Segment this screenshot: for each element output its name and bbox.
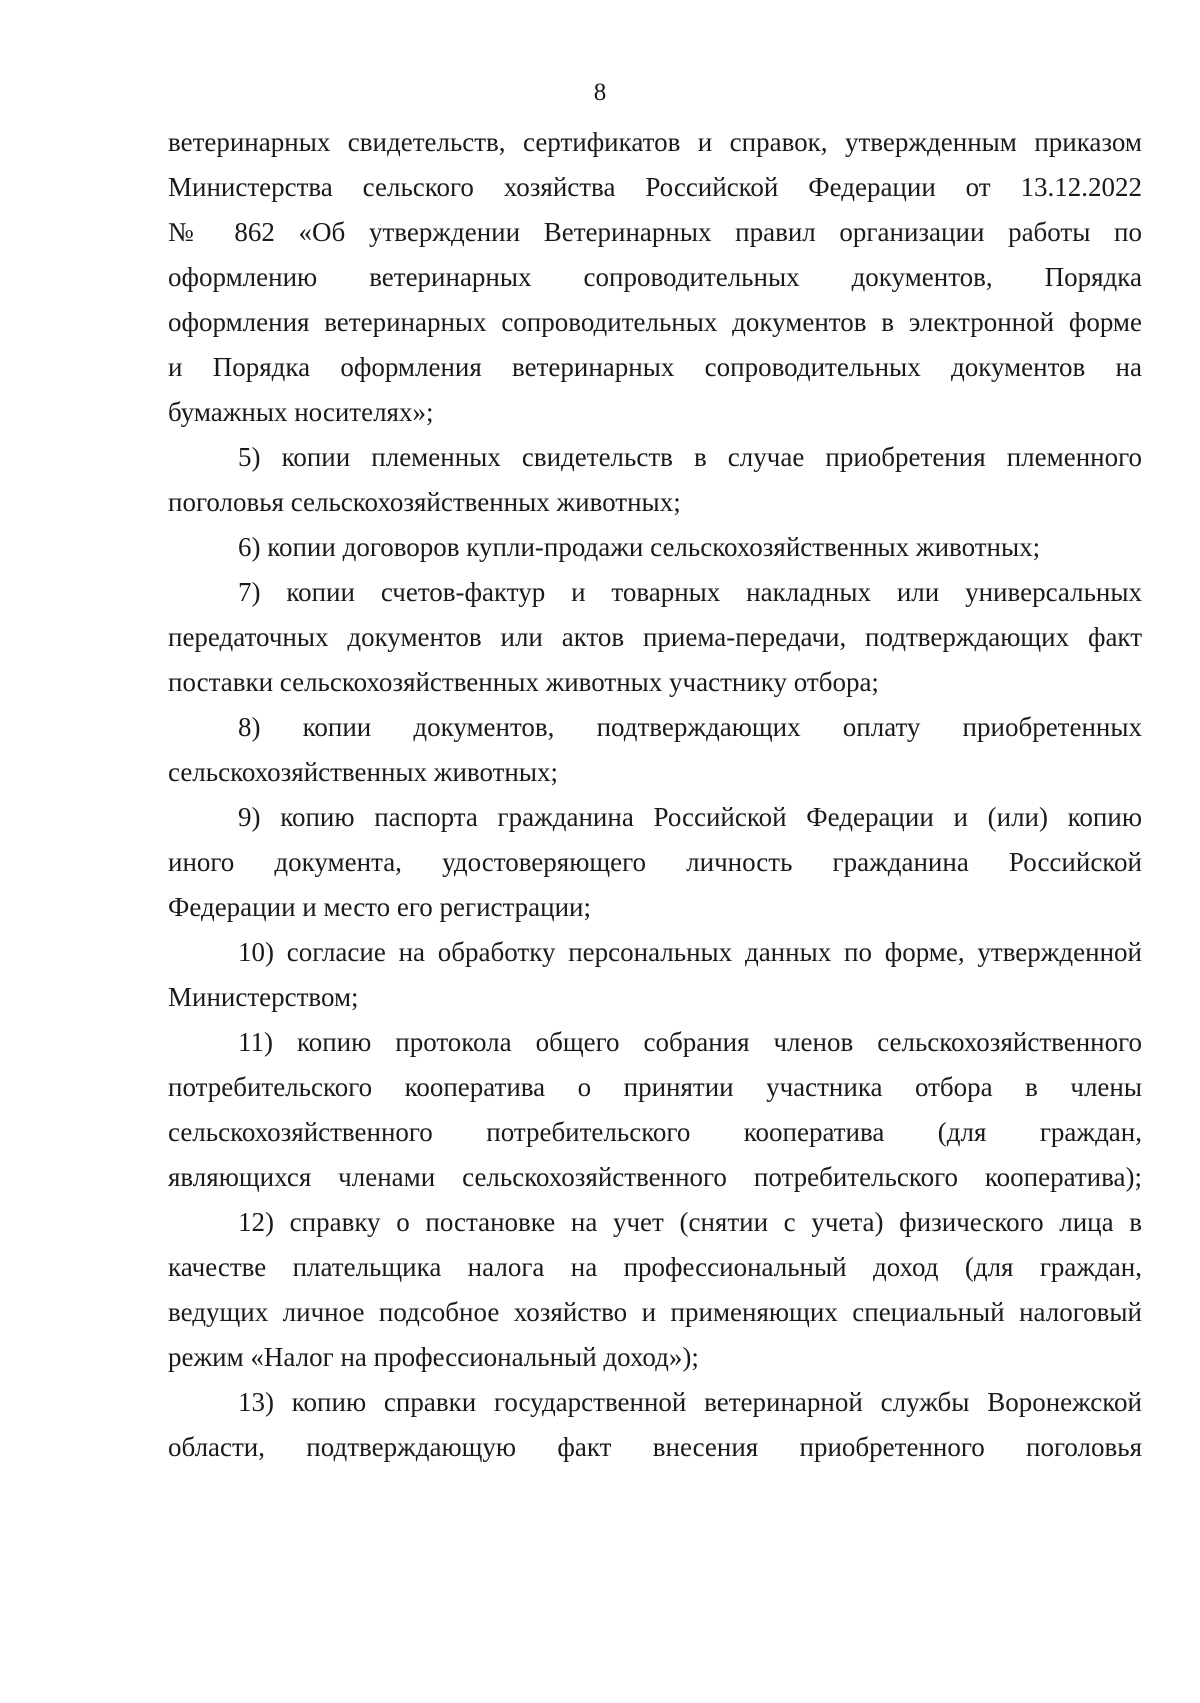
list-item-6-line: 6) копии договоров купли-продажи сельскохозяйственных животных; <box>238 532 1041 562</box>
text-line: ветеринарных свидетельств, сертификатов и справок, утвержденным приказом <box>168 127 1142 157</box>
list-item-13-line: 13) копию справки государственной ветеринарной службы Воронежской <box>238 1387 1142 1417</box>
text-line: передаточных документов или актов приема-передачи, подтверждающих факт <box>168 622 1142 652</box>
text-line: бумажных носителях»; <box>168 397 434 427</box>
text-line: поголовья сельскохозяйственных животных; <box>168 487 681 517</box>
text-line: ведущих личное подсобное хозяйство и применяющих специальный налоговый <box>168 1297 1142 1327</box>
text-line: качестве плательщика налога на профессиональный доход (для граждан, <box>168 1252 1142 1282</box>
list-item-5-line: 5) копии племенных свидетельств в случае приобретения племенного <box>238 442 1142 472</box>
text-line: режим «Налог на профессиональный доход»); <box>168 1342 699 1372</box>
text-line: являющихся членами сельскохозяйственного потребительского кооператива); <box>168 1162 1142 1192</box>
text-line: сельскохозяйственных животных; <box>168 757 558 787</box>
list-item-12-line: 12) справку о постановке на учет (снятии с учета) физического лица в <box>238 1207 1142 1237</box>
text-line: Федерации и место его регистрации; <box>168 892 591 922</box>
list-item-11-line: 11) копию протокола общего собрания членов сельскохозяйственного <box>238 1027 1142 1057</box>
text-line: области, подтверждающую факт внесения приобретенного поголовья <box>168 1432 1142 1462</box>
text-line: Министерством; <box>168 982 359 1012</box>
text-line: потребительского кооператива о принятии участника отбора в члены <box>168 1072 1142 1102</box>
page-number: 8 <box>593 79 607 106</box>
text-line: иного документа, удостоверяющего личность гражданина Российской <box>168 847 1142 877</box>
text-line: оформлению ветеринарных сопроводительных документов, Порядка <box>168 262 1142 292</box>
list-item-8-line: 8) копии документов, подтверждающих оплату приобретенных <box>238 712 1142 742</box>
list-item-7-line: 7) копии счетов-фактур и товарных накладных или универсальных <box>238 577 1142 607</box>
text-line: № 862 «Об утверждении Ветеринарных правил организации работы по <box>168 217 1142 247</box>
list-item-10-line: 10) согласие на обработку персональных данных по форме, утвержденной <box>238 937 1142 967</box>
text-line: Министерства сельского хозяйства Российской Федерации от 13.12.2022 <box>168 172 1142 202</box>
text-line: и Порядка оформления ветеринарных сопроводительных документов на <box>168 352 1142 382</box>
list-item-9-line: 9) копию паспорта гражданина Российской Федерации и (или) копию <box>238 802 1142 832</box>
text-line: оформления ветеринарных сопроводительных документов в электронной форме <box>168 307 1142 337</box>
text-line: поставки сельскохозяйственных животных участнику отбора; <box>168 667 879 697</box>
text-line: сельскохозяйственного потребительского кооператива (для граждан, <box>168 1117 1142 1147</box>
